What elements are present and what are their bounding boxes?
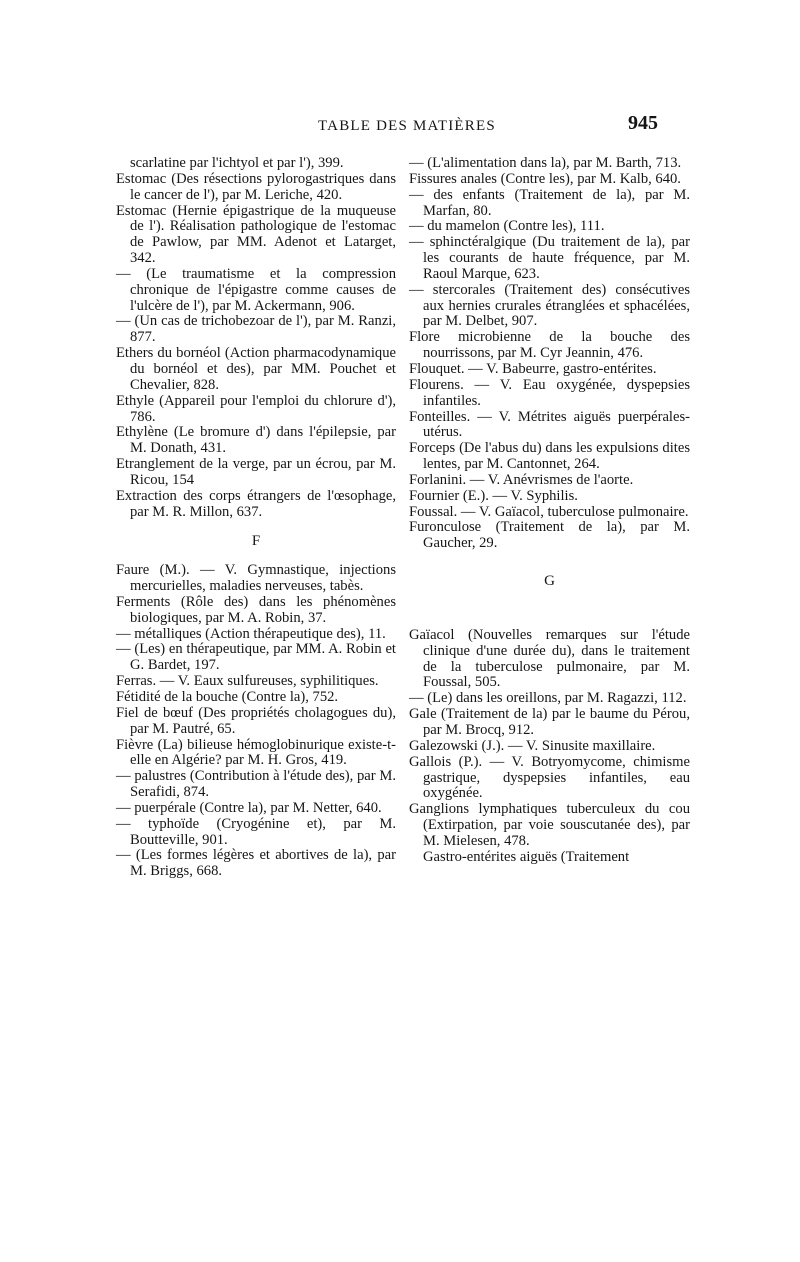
index-entry: — stercorales (Traitement des) consécutives aux hernies crurales étranglées et sphacélées, par M. Delbet, 907. <box>409 281 690 330</box>
index-entry: Gallois (P.). — V. Botryomycome, chimisme gastrique, dyspepsies infantiles, eau oxygénée. <box>409 753 690 802</box>
index-entry: Fiel de bœuf (Des propriétés cholagogues du), par M. Pautré, 65. <box>116 704 396 737</box>
index-entry: — palustres (Contribution à l'étude des), par M. Serafidi, 874. <box>116 768 396 801</box>
page-number: 945 <box>628 112 658 134</box>
index-entry: Ganglions lymphatiques tuberculeux du cou (Extirpation, par voie souscutanée des), par M. Mielesen, 478. <box>409 801 690 849</box>
index-entry: Fétidité de la bouche (Contre la), 752. <box>116 689 339 705</box>
index-entry: Faure (M.). — V. Gymnastique, injections mercurielles, maladies nerveuses, tabès. <box>116 562 396 595</box>
index-entry: Fissures anales (Contre les), par M. Kalb, 640. <box>409 170 681 187</box>
index-entry: — (Les formes légères et abortives de la), par M. Briggs, 668. <box>116 847 396 880</box>
left-column <box>116 156 396 880</box>
index-entry: Ferments (Rôle des) dans les phénomènes biologiques, par M. A. Robin, 37. <box>116 593 396 626</box>
index-entry: Gastro-entérites aiguës (Traitement <box>423 848 630 865</box>
index-entry: Foussal. — V. Gaïacol, tuberculose pulmonaire. <box>409 503 689 520</box>
index-entry: Ethers du bornéol (Action pharmacodynamique du bornéol et des), par MM. Pouchet et Chevalier, 828. <box>116 345 396 393</box>
index-entry: Etranglement de la verge, par un écrou, par M. Ricou, 154 <box>116 456 396 488</box>
index-entry: Estomac (Des résections pylorogastriques dans le cancer de l'), par M. Leriche, 420. <box>116 170 396 203</box>
index-entry: Flouquet. — V. Babeurre, gastro-entérites. <box>409 360 657 377</box>
index-entry: Fonteilles. — V. Métrites aiguës puerpérales-utérus. <box>409 408 690 441</box>
index-entry: — du mamelon (Contre les), 111. <box>409 218 605 235</box>
index-entry: — puerpérale (Contre la), par M. Netter, 640. <box>116 799 382 816</box>
index-entry: — (Les) en thérapeutique, par MM. A. Robin et G. Bardet, 197. <box>116 641 396 674</box>
index-entry: Forlanini. — V. Anévrismes de l'aorte. <box>409 471 634 488</box>
index-entry: — métalliques (Action thérapeutique des), 11. <box>116 625 386 642</box>
right-column <box>409 156 690 866</box>
index-entry: Fournier (E.). — V. Syphilis. <box>409 487 578 504</box>
index-entry: Forceps (De l'abus du) dans les expulsions dites lentes, par M. Cantonnet, 264. <box>409 440 690 473</box>
index-entry: Flourens. — V. Eau oxygénée, dyspepsies infantiles. <box>409 376 690 409</box>
index-entry: Furonculose (Traitement de la), par M. Gaucher, 29. <box>409 519 690 552</box>
index-entry: scarlatine par l'ichtyol et par l'), 399. <box>130 155 344 171</box>
index-entry: — (Le) dans les oreillons, par M. Ragazzi, 112. <box>409 690 687 707</box>
index-entry: Ethylène (Le bromure d') dans l'épilepsie, par M. Donath, 431. <box>116 424 396 457</box>
index-entry: Ethyle (Appareil pour l'emploi du chlorure d'), 786. <box>116 392 396 425</box>
index-entry: Gale (Traitement de la) par le baume du Pérou, par M. Brocq, 912. <box>409 706 690 738</box>
index-entry: — typhoïde (Cryogénine et), par M. Boutteville, 901. <box>116 815 396 848</box>
index-entry: Fièvre (La) bilieuse hémoglobinurique existe-t-elle en Algérie? par M. H. Gros, 419. <box>116 736 396 769</box>
index-entry: — sphinctéralgique (Du traitement de la), par les courants de haute fréquence, par M. Raoul Marque, 623. <box>409 234 690 282</box>
index-entry: — des enfants (Traitement de la), par M. Marfan, 80. <box>409 186 690 219</box>
index-entry: — (L'alimentation dans la), par M. Barth, 713. <box>409 155 682 171</box>
index-entry: Gaïacol (Nouvelles remarques sur l'étude clinique d'une durée du), dans le traitement de la tuberculose pulmonaire, par M. Foussal, 505. <box>409 626 690 691</box>
index-entry: — (Le traumatisme et la compression chronique de l'épigastre comme causes de l'ulcère de l'), par M. Ackermann, 906. <box>116 265 396 314</box>
running-header: TABLE DES MATIÈRES <box>318 118 496 134</box>
index-entry: Ferras. — V. Eaux sulfureuses, syphilitiques. <box>116 673 379 690</box>
index-entry: — (Un cas de trichobezoar de l'), par M. Ranzi, 877. <box>116 313 396 346</box>
section-letter-f: F <box>251 533 261 550</box>
index-entry: Estomac (Hernie épigastrique de la muqueuse de l'). Réalisation pathologique de l'estomac de Pawlow, par MM. Adenot et Latarget, 342. <box>116 202 396 267</box>
index-entry: Flore microbienne de la bouche des nourrissons, par M. Cyr Jeannin, 476. <box>409 329 690 362</box>
section-letter-g: G <box>544 573 555 590</box>
index-entry: Galezowski (J.). — V. Sinusite maxillaire. <box>409 737 656 754</box>
index-entry: Extraction des corps étrangers de l'œsophage, par M. R. Millon, 637. <box>116 487 396 520</box>
